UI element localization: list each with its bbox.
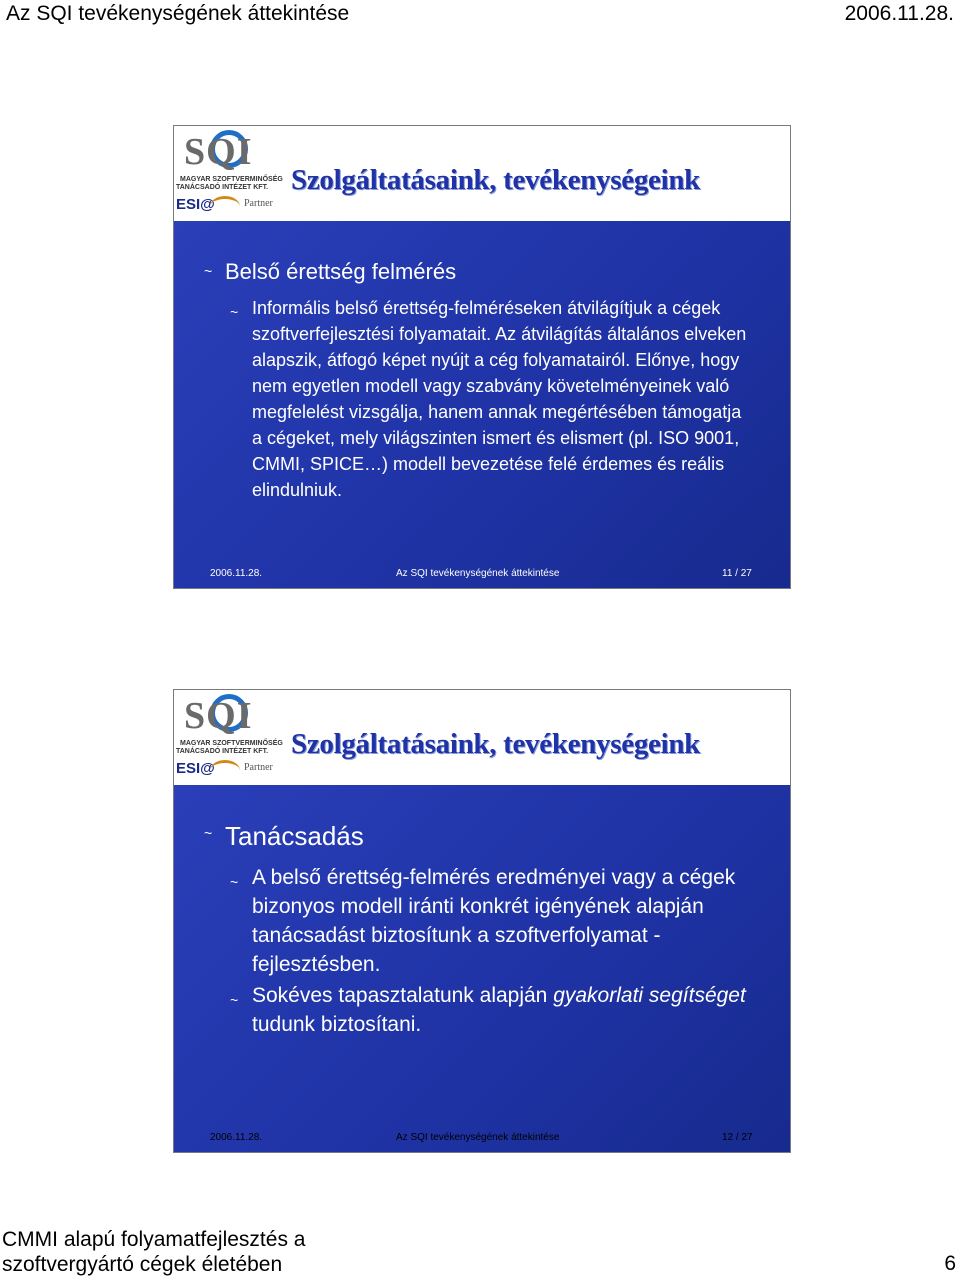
- bullet-text: Informális belső érettség-felméréseken átvilágítjuk a cégek szoftverfejlesztési folyamatait. Az átvilágítás általános elveken alapszik, átfogó képet nyújt a cég folyamatairól. Előnye, hogy nem egyetlen modell vagy szabvány követelményeinek való megfelelést vizsgálja, hanem annak megértésében támogatja a cégeket, mely világszinten ismert és elismert (pl. ISO 9001, CMMI, SPICE…) modell bevezetése felé érdemes és reális elindulniuk.: [252, 298, 747, 500]
- slide-footer-page: 11 / 27: [722, 568, 752, 579]
- slide-footer-date: 2006.11.28.: [210, 568, 263, 579]
- logo-line1: MAGYAR SZOFTVERMINŐSÉG: [180, 740, 283, 747]
- logo-line1: MAGYAR SZOFTVERMINŐSÉG: [180, 176, 283, 183]
- slide-12: [173, 689, 791, 1153]
- sqi-logo: [174, 690, 286, 785]
- bullet-text: Tanácsadás: [225, 821, 364, 851]
- bullet-text-emphasis: gyakorlati segítséget: [553, 984, 746, 1007]
- bullet-text-part: tudunk biztosítani.: [252, 1013, 422, 1036]
- partner-label: Partner: [244, 198, 273, 209]
- slide-11: [173, 125, 791, 589]
- logo-sqi-text: SQI: [184, 695, 253, 737]
- tilde-bullet-icon: ~: [204, 825, 213, 841]
- bullet-text: A belső érettség-felmérés eredményei vagy a cégek bizonyos modell iránti konkrét igényének alapján tanácsadást biztosítunk a szoftverfolyamat - fejlesztésben.: [252, 866, 736, 976]
- bullet-level1: [204, 259, 456, 285]
- bullet-level2: [230, 295, 750, 503]
- bullet-level2: [230, 863, 750, 979]
- sqi-logo: [174, 126, 286, 221]
- bullet-text: Belső érettség felmérés: [225, 259, 457, 284]
- bullet-level2: [230, 981, 750, 1039]
- document-date: 2006.11.28.: [844, 2, 954, 25]
- slide-header: [174, 690, 790, 785]
- slide-body: [174, 221, 790, 588]
- slide-footer-title: Az SQI tevékenységének áttekintése: [396, 568, 560, 579]
- page-header: [6, 2, 954, 32]
- slide-header: [174, 126, 790, 221]
- page-footer-title: [2, 1227, 305, 1277]
- slide-body: [174, 785, 790, 1152]
- document-title: Az SQI tevékenységének áttekintése: [6, 2, 350, 25]
- esi-logo-text: ESI@: [176, 760, 215, 777]
- slide-title: Szolgáltatásaink, tevékenységeink: [291, 164, 701, 196]
- tilde-bullet-icon: ~: [230, 304, 239, 320]
- slide-title: Szolgáltatásaink, tevékenységeink: [291, 728, 701, 760]
- footer-title-line2: szoftvergyártó cégek életében: [2, 1253, 283, 1276]
- esi-logo-text: ESI@: [176, 196, 215, 213]
- slide-footer-date: 2006.11.28.: [210, 1132, 263, 1143]
- tilde-bullet-icon: ~: [230, 874, 239, 890]
- page-number: 6: [944, 1252, 956, 1275]
- tilde-bullet-icon: ~: [230, 992, 239, 1008]
- bullet-text-part: Sokéves tapasztalatunk alapján: [252, 984, 554, 1007]
- logo-sqi-text: SQI: [184, 131, 253, 173]
- bullet-text: [252, 981, 750, 1039]
- logo-line2: TANÁCSADÓ INTÉZET KFT.: [176, 184, 269, 191]
- footer-title-line1: CMMI alapú folyamatfejlesztés a: [2, 1228, 306, 1251]
- partner-label: Partner: [244, 762, 273, 773]
- net-logo-arc: [210, 196, 240, 217]
- bullet-level1: [204, 821, 364, 852]
- net-logo-arc: [210, 760, 240, 781]
- slide-footer-title: Az SQI tevékenységének áttekintése: [396, 1132, 560, 1143]
- slide-footer-page: 12 / 27: [722, 1132, 753, 1143]
- logo-line2: TANÁCSADÓ INTÉZET KFT.: [176, 748, 269, 755]
- tilde-bullet-icon: ~: [204, 263, 213, 279]
